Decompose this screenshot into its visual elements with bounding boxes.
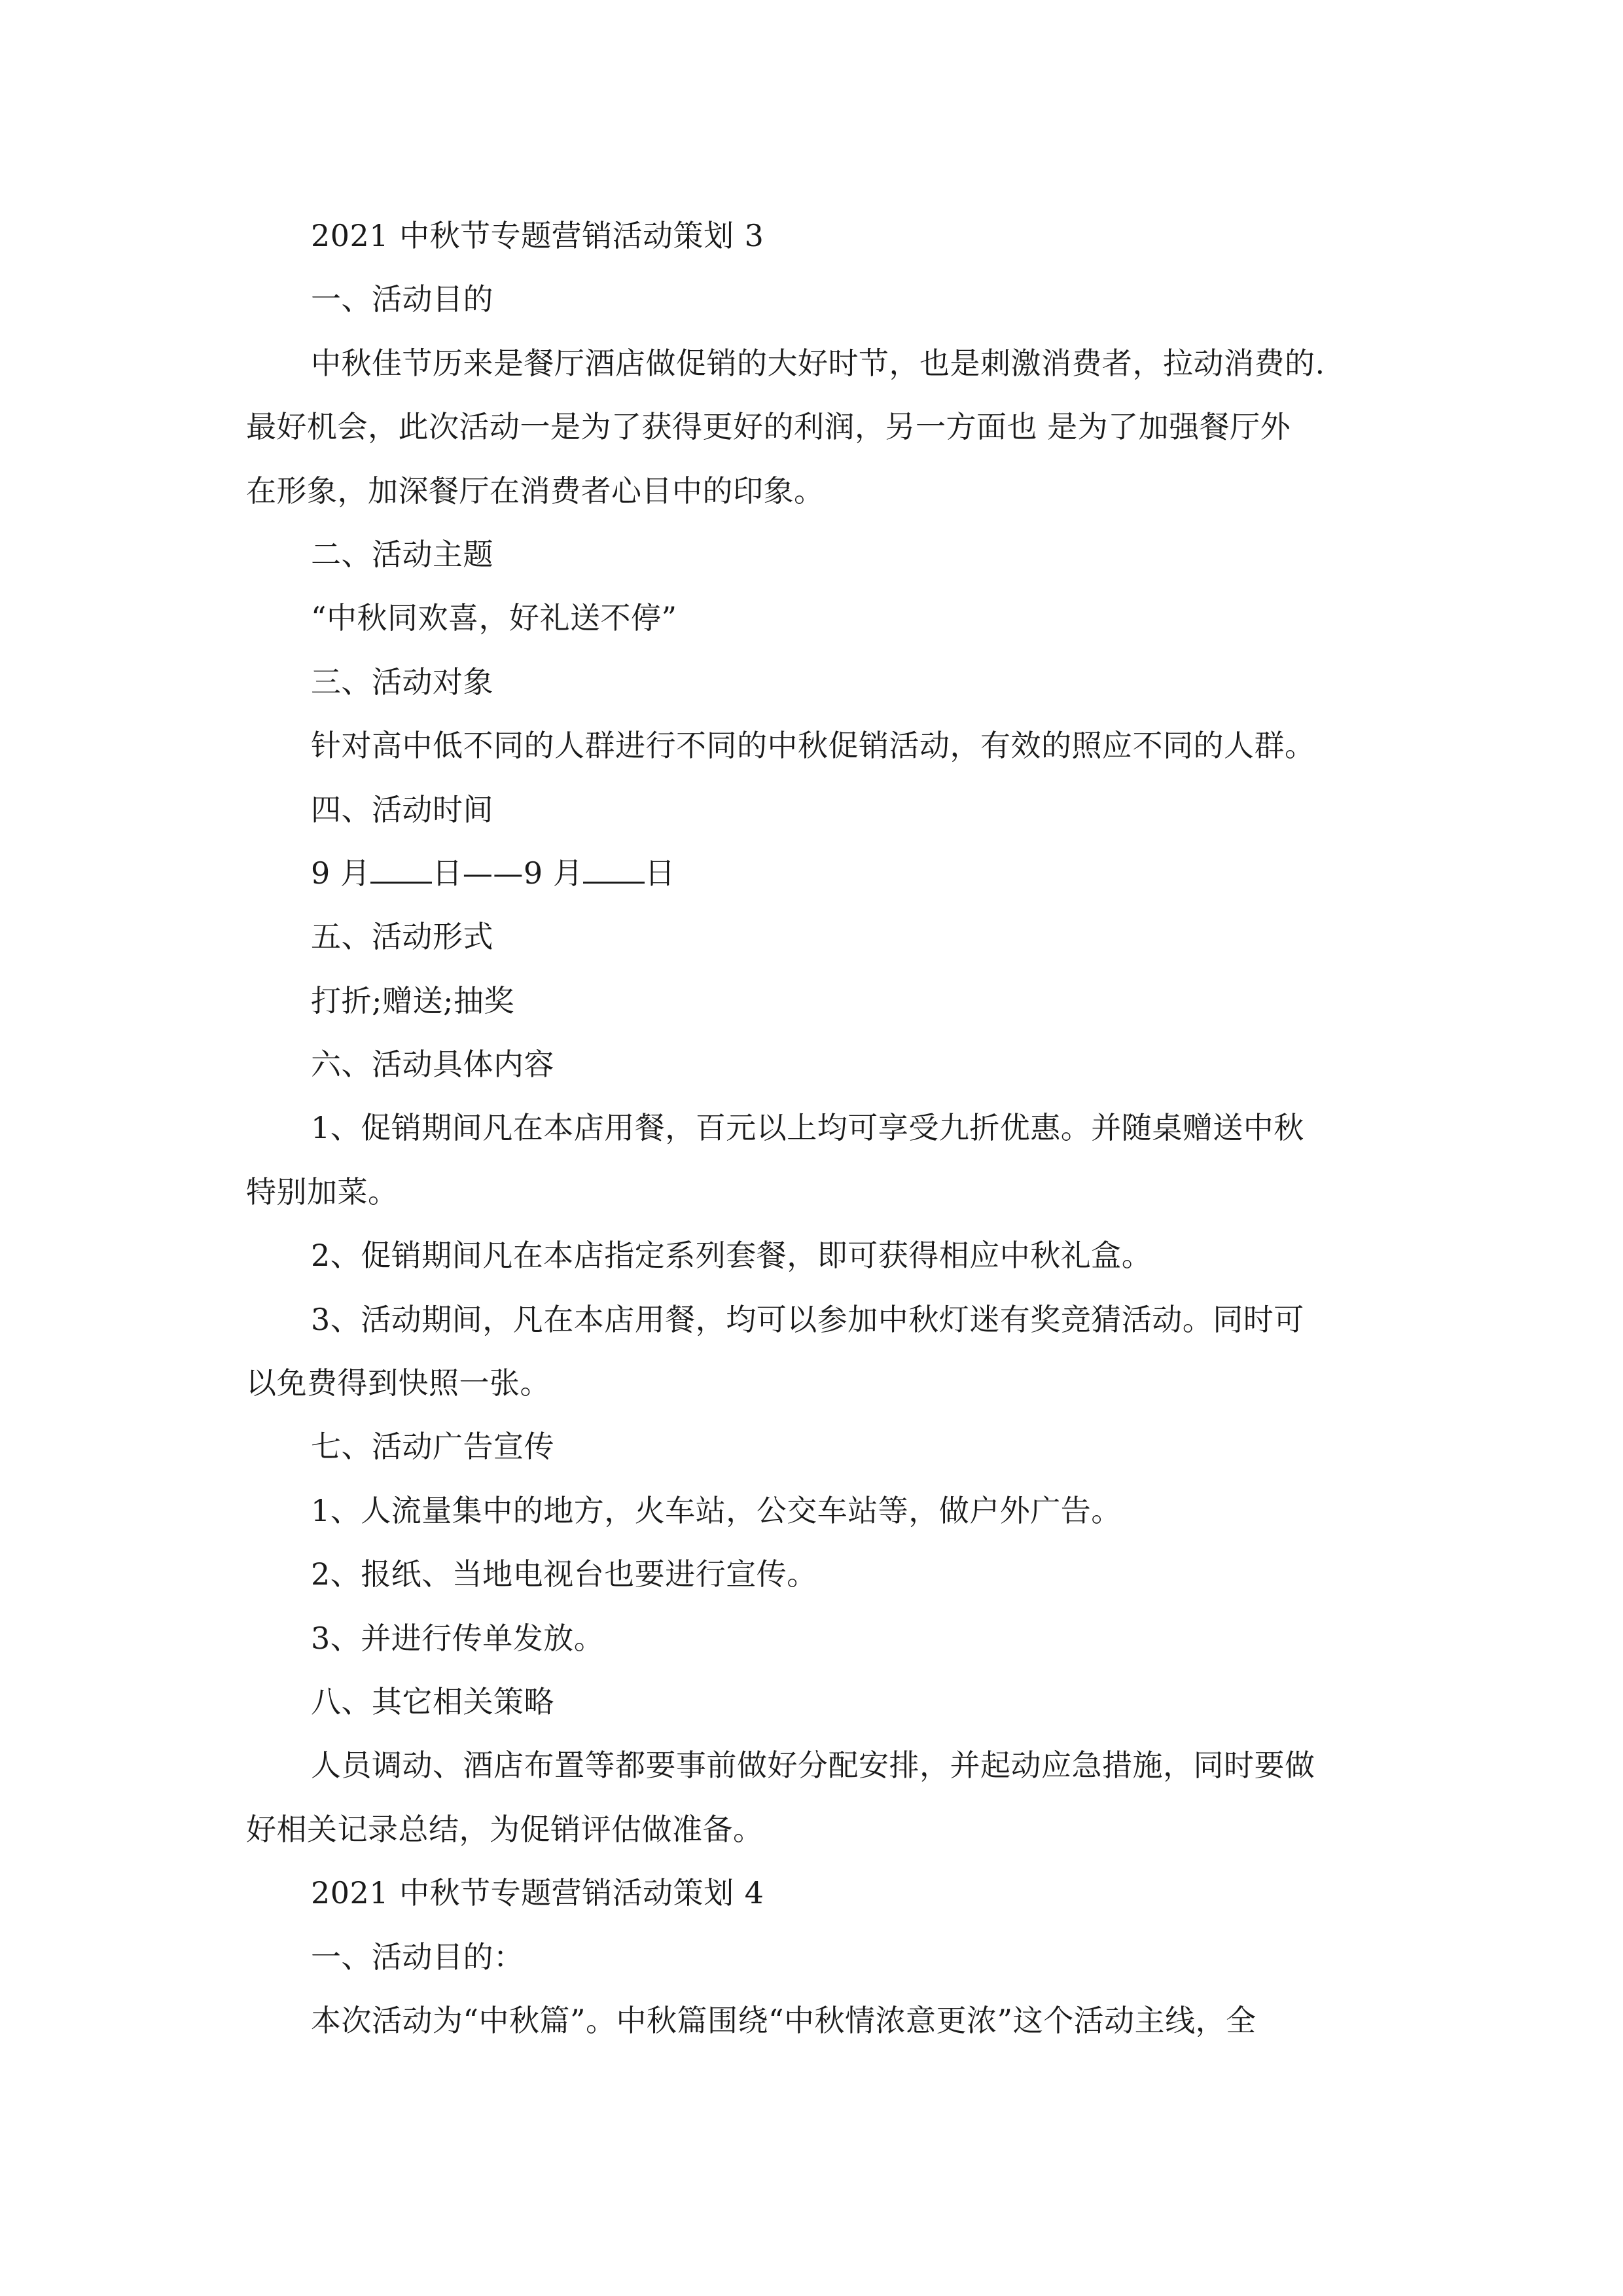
detail-3-line-1: 3、活动期间，凡在本店用餐，均可以参加中秋灯迷有奖竞猜活动。同时可 (311, 1301, 1304, 1337)
section-title-3 (246, 204, 1398, 268)
paragraph-purpose-line-1: 中秋佳节历来是餐厅酒店做促销的大好时节，也是刺激消费者，拉动消费的. (311, 345, 1325, 381)
start-day-blank (370, 858, 432, 884)
heading-other-strategy: 八、其它相关策略 (311, 1683, 554, 1719)
detail-2: 2、促销期间凡在本店指定系列套餐，即可获得相应中秋礼盒。 (311, 1238, 1152, 1274)
title-index: 3 (744, 218, 764, 253)
advertising-2: 2、报纸、当地电视台也要进行宣传。 (311, 1556, 817, 1592)
paragraph-purpose-line-3: 在形象，加深餐厅在消费者心目中的印象。 (246, 473, 825, 509)
paragraph-purpose-4-line-1: 本次活动为“中秋篇”。中秋篇围绕“中秋情浓意更浓”这个活动主线，全 (311, 2002, 1257, 2038)
time-range (246, 842, 1398, 905)
other-strategy-line-1: 人员调动、酒店布置等都要事前做好分配安排，并起动应急措施，同时要做 (311, 1748, 1315, 1784)
title-year: 2021 (311, 1875, 389, 1911)
title-index: 4 (744, 1875, 764, 1911)
heading-format: 五、活动形式 (311, 919, 493, 955)
detail-1-line-1: 1、促销期间凡在本店用餐，百元以上均可享受九折优惠。并随桌赠送中秋 (311, 1110, 1304, 1146)
heading-purpose: 一、活动目的 (311, 281, 493, 317)
heading-audience: 三、活动对象 (311, 664, 493, 700)
section-title-4 (246, 1861, 1398, 1925)
other-strategy-line-2: 好相关记录总结，为促销评估做准备。 (246, 1811, 764, 1847)
format-list: 打折;赠送;抽奖 (311, 982, 514, 1018)
detail-1-line-2: 特别加菜。 (246, 1174, 399, 1210)
detail-3-line-2: 以免费得到快照一张。 (246, 1365, 550, 1401)
heading-details: 六、活动具体内容 (311, 1047, 554, 1083)
heading-purpose-4: 一、活动目的： (311, 1939, 524, 1975)
heading-advertising: 七、活动广告宣传 (311, 1429, 554, 1465)
paragraph-audience: 针对高中低不同的人群进行不同的中秋促销活动，有效的照应不同的人群。 (311, 728, 1315, 764)
paragraph-purpose-line-2: 最好机会，此次活动一是为了获得更好的利润，另一方面也 是为了加强餐厅外 (246, 409, 1291, 445)
advertising-1: 1、人流量集中的地方，火车站，公交车站等，做户外广告。 (311, 1492, 1122, 1528)
title-year: 2021 (311, 218, 389, 253)
heading-theme: 二、活动主题 (311, 536, 493, 572)
theme-slogan: “中秋同欢喜，好礼送不停” (311, 600, 677, 636)
document-body (246, 204, 1398, 2053)
end-month: 日——9 月 (432, 855, 584, 891)
heading-time: 四、活动时间 (311, 791, 493, 827)
title-text: 中秋节专题营销活动策划 (399, 1875, 734, 1911)
title-text: 中秋节专题营销活动策划 (399, 218, 734, 253)
end-day-blank (583, 858, 645, 884)
advertising-3: 3、并进行传单发放。 (311, 1620, 605, 1656)
start-month: 9 月 (311, 855, 371, 891)
end-day-suffix: 日 (645, 855, 675, 891)
